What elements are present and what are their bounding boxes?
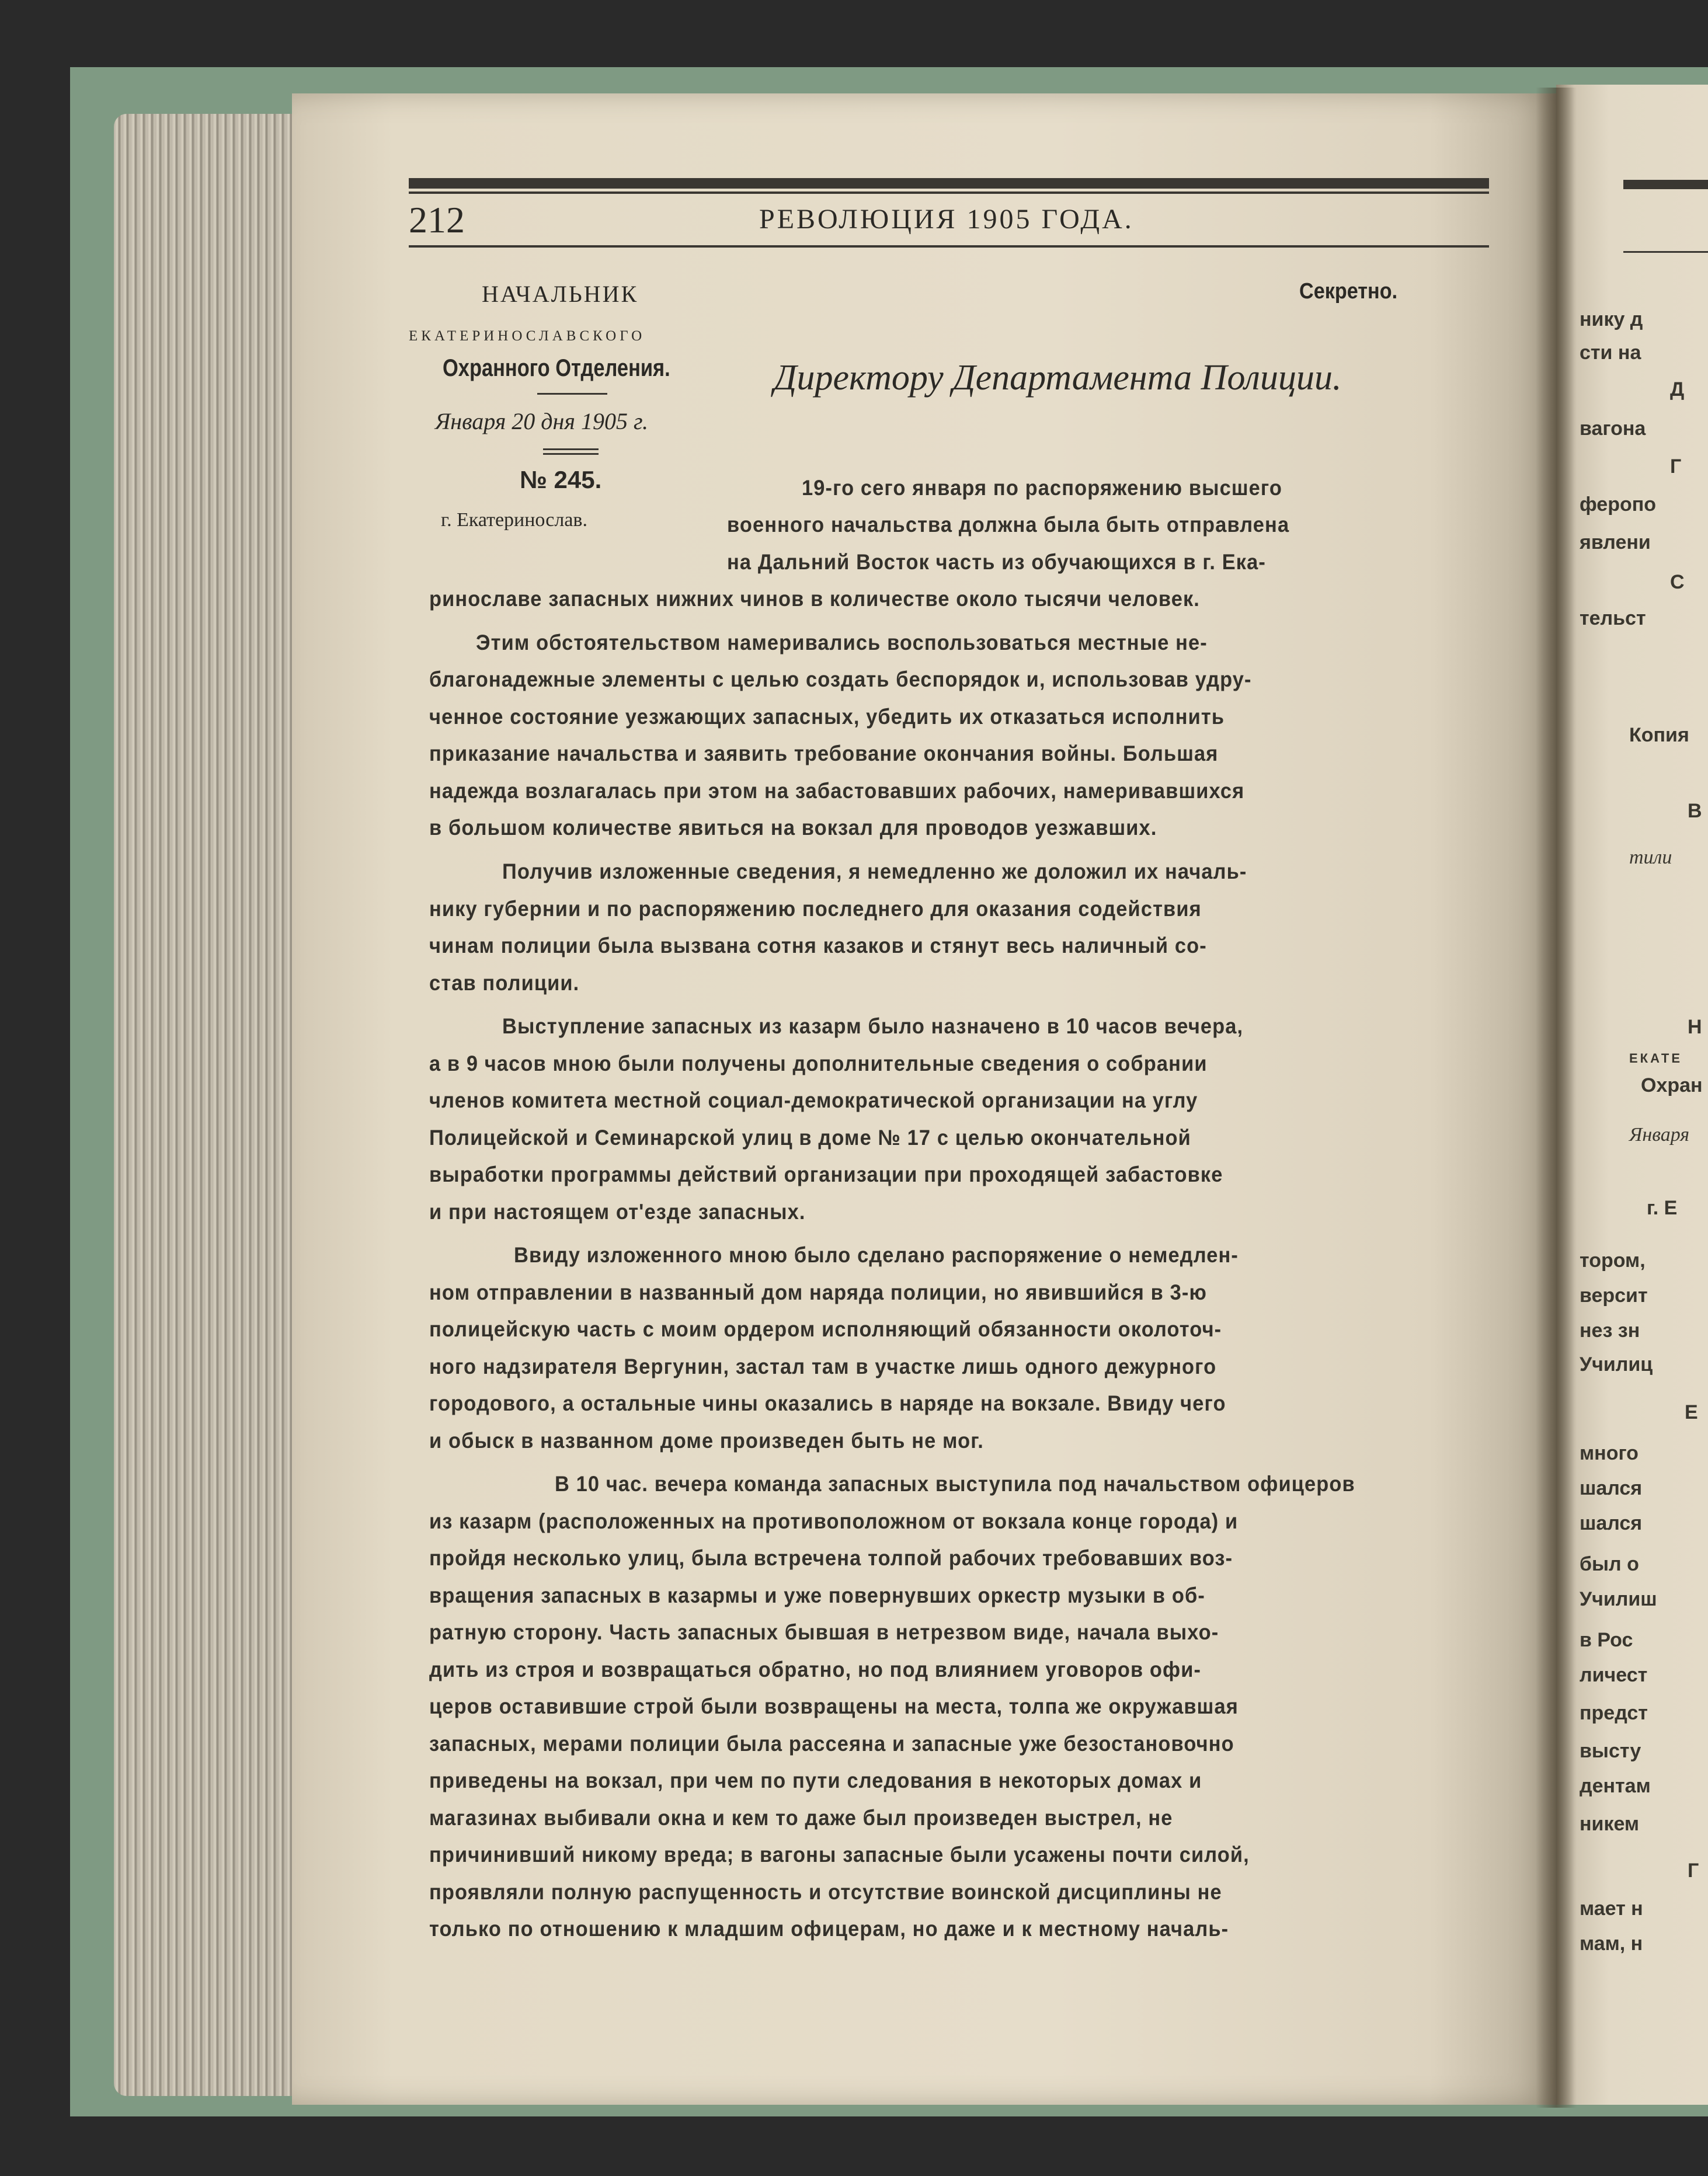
separator-line — [543, 453, 599, 455]
body-line: проявляли полную распущенность и отсутствие воинской дисциплины не — [429, 1880, 1222, 1904]
body-line: Ввиду изложенного мною было сделано распоряжение о немедлен- — [514, 1243, 1239, 1267]
body-line: причинивший никому вреда; в вагоны запасные были усажены почти силой, — [429, 1843, 1250, 1867]
body-line: магазинах выбивали окна и кем то даже был произведен выстрел, не — [429, 1806, 1173, 1830]
body-line: а в 9 часов мною были получены дополнительные сведения о собрании — [429, 1052, 1208, 1075]
right-page-fragment: г. Е — [1647, 1197, 1678, 1219]
sender-department: Охранного Отделения. — [443, 354, 670, 381]
body-line: ченное состояние уезжающих запасных, убедить их отказаться исполнить — [429, 705, 1225, 729]
right-page-fragment: шался — [1580, 1512, 1643, 1534]
body-line: полицейскую часть с моим ордером исполняющий обязанности околоточ- — [429, 1317, 1222, 1341]
right-page-fragment: Е — [1685, 1401, 1698, 1423]
body-line: военного начальства должна была быть отправлена — [727, 513, 1290, 537]
right-page-fragment: личест — [1580, 1664, 1648, 1686]
right-page-fragment: шался — [1580, 1477, 1643, 1499]
body-line: ринославе запасных нижних чинов в количестве около тысячи человек. — [429, 587, 1200, 611]
book-gutter — [1536, 88, 1577, 2108]
header-rule-thin — [409, 192, 1489, 194]
right-page-fragment: ЕКАТЕ — [1629, 1051, 1683, 1066]
header-underline — [409, 245, 1489, 248]
right-page-fragment: тельст — [1580, 607, 1646, 629]
body-line: пройдя несколько улиц, была встречена толпой рабочих требовавших воз- — [429, 1546, 1233, 1570]
document-place: г. Екатеринослав. — [441, 509, 587, 531]
right-page-rule-thick — [1623, 180, 1708, 189]
body-line: приказание начальства и заявить требование окончания войны. Большая — [429, 741, 1219, 765]
body-line: В 10 час. вечера команда запасных выступила под начальством офицеров — [555, 1472, 1355, 1496]
body-line: ратную сторону. Часть запасных бывшая в нетрезвом виде, начала выхо- — [429, 1620, 1219, 1644]
right-page-rule-thin — [1623, 251, 1708, 253]
body-line: став полиции. — [429, 971, 580, 995]
right-page-fragment: предст — [1580, 1702, 1648, 1724]
right-page-fragment: мам, н — [1580, 1933, 1643, 1955]
body-line: запасных, мерами полиции была рассеяна и запасные уже безостановочно — [429, 1732, 1234, 1756]
right-page-fragment: высту — [1580, 1740, 1641, 1762]
body-line: нику губернии и по распоряжению последнего для оказания содействия — [429, 897, 1202, 921]
right-page-fragment: тором, — [1580, 1249, 1646, 1272]
body-line: Получив изложенные сведения, я немедленно же доложил их началь- — [502, 859, 1247, 883]
body-line: Этим обстоятельством намеривались воспользоваться местные не- — [476, 631, 1208, 654]
body-line: приведены на вокзал, при чем по пути следования в некоторых домах и — [429, 1768, 1202, 1792]
right-page-fragment: С — [1670, 571, 1685, 593]
body-line: на Дальний Восток часть из обучающихся в г. Ека- — [727, 550, 1266, 574]
body-line: Полицейской и Семинарской улиц в доме № 17 с целью окончательной — [429, 1126, 1191, 1150]
body-line: чинам полиции была вызвана сотня казаков и стянут весь наличный со- — [429, 934, 1207, 958]
body-line: Выступление запасных из казарм было назначено в 10 часов вечера, — [502, 1014, 1244, 1038]
body-line: выработки программы действий организации при проходящей забастовке — [429, 1162, 1223, 1186]
right-page-fragment: Н — [1688, 1016, 1702, 1038]
right-page-fragment: в Рос — [1580, 1629, 1633, 1651]
header-rule-thick — [409, 178, 1489, 189]
right-page-fragment: много — [1580, 1442, 1639, 1464]
body-line: ного надзирателя Вергунин, застал там в участке лишь одного дежурного — [429, 1355, 1217, 1378]
secrecy-stamp: Секретно. — [1299, 279, 1398, 304]
addressee: Директору Департамента Полиции. — [774, 358, 1342, 398]
body-line: только по отношению к младшим офицерам, но даже и к местному началь- — [429, 1917, 1229, 1941]
right-page-fragment: нез зн — [1580, 1319, 1640, 1342]
right-page-fragment: дентам — [1580, 1775, 1651, 1797]
separator-line — [537, 393, 607, 395]
page-number: 212 — [409, 199, 465, 241]
right-page-fragment: был о — [1580, 1553, 1639, 1575]
document-number: № 245. — [520, 466, 602, 493]
body-line: дить из строя и возвращаться обратно, но под влиянием уговоров офи- — [429, 1658, 1202, 1681]
right-page-fragment: вагона — [1580, 417, 1646, 440]
right-page-fragment: Г — [1688, 1860, 1699, 1882]
right-page-fragment: Училиц — [1580, 1353, 1653, 1376]
right-page-fragment: Д — [1670, 378, 1685, 401]
body-line: из казарм (расположенных на противоположном от вокзала конце города) и — [429, 1509, 1239, 1533]
body-line: вращения запасных в казармы и уже повернувших оркестр музыки в об- — [429, 1583, 1205, 1607]
body-line: церов оставившие строй были возвращены на места, толпа же окружавшая — [429, 1694, 1239, 1718]
right-page-fragment: В — [1688, 800, 1702, 822]
sender-city: ЕКАТЕРИНОСЛАВСКОГО — [409, 328, 646, 344]
right-page-fragment: тили — [1629, 847, 1672, 868]
right-page-fragment: Училиш — [1580, 1588, 1657, 1610]
right-page-fragment: никем — [1580, 1813, 1640, 1835]
right-page-fragment: нику д — [1580, 308, 1643, 330]
body-line: и при настоящем от'езде запасных. — [429, 1200, 806, 1224]
body-line: и обыск в названном доме произведен быть не мог. — [429, 1429, 984, 1453]
right-page-fragment: Охран — [1641, 1074, 1703, 1096]
body-line: ном отправлении в названный дом наряда полиции, но явившийся в 3-ю — [429, 1280, 1207, 1304]
right-page-fragment: версит — [1580, 1284, 1648, 1307]
right-page-fragment: феропо — [1580, 493, 1657, 516]
running-header: РЕВОЛЮЦИЯ 1905 ГОДА. — [759, 204, 1134, 235]
right-page-fragment: Г — [1670, 455, 1682, 478]
body-line: в большом количестве явиться на вокзал для проводов уезжавших. — [429, 816, 1157, 840]
right-page-fragment: Января — [1629, 1124, 1690, 1146]
body-line: членов комитета местной социал-демократической организации на углу — [429, 1088, 1198, 1112]
right-page-fragment: сти на — [1580, 342, 1641, 364]
sender-title: НАЧАЛЬНИК — [482, 281, 639, 307]
right-page-fragment: явлени — [1580, 531, 1651, 553]
body-line: надежда возлагалась при этом на забастовавших рабочих, намеривавшихся — [429, 779, 1245, 803]
right-page-fragment: мает н — [1580, 1898, 1643, 1920]
document-date: Января 20 дня 1905 г. — [435, 408, 649, 434]
right-page-fragment: Копия — [1629, 724, 1689, 746]
separator-line — [543, 448, 599, 450]
body-line: городового, а остальные чины оказались в наряде на вокзале. Ввиду чего — [429, 1391, 1226, 1415]
body-line: 19-го сего января по распоряжению высшего — [802, 476, 1283, 500]
body-line: благонадежные элементы с целью создать беспорядок и, использовав удру- — [429, 667, 1252, 691]
page-edges — [114, 114, 307, 2096]
